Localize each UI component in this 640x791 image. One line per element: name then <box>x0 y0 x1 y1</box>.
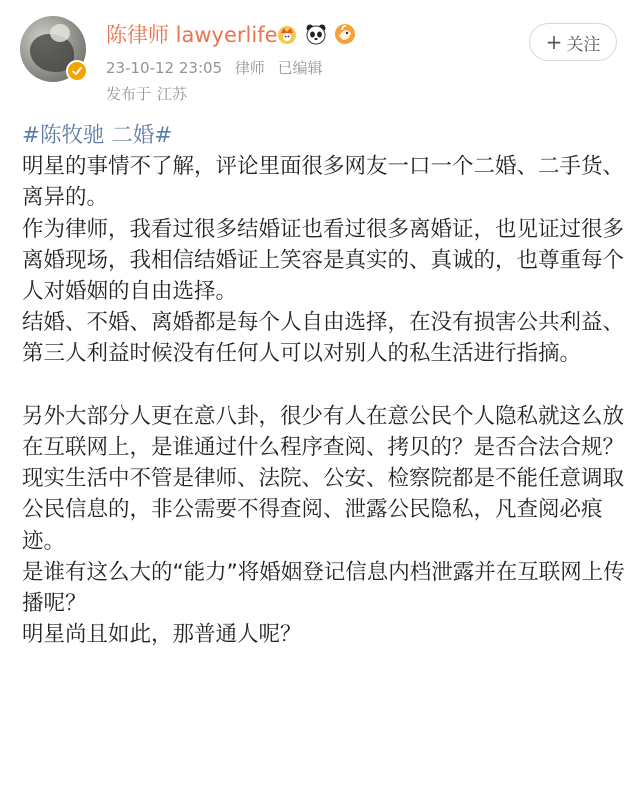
location-prefix: 发布于 <box>106 85 152 103</box>
post-location <box>106 84 193 104</box>
panda-badge-icon[interactable] <box>304 22 328 46</box>
paragraph: 作为律师，我看过很多结婚证也看过很多离婚证，也见证过很多离婚现场，我相信结婚证上笑容是真实的、真诚的，也尊重每个人对婚姻的自由选择。 <box>22 216 625 305</box>
rabbit-badge-icon[interactable] <box>333 22 357 46</box>
paragraph: 结婚、不婚、离婚都是每个人自由选择，在没有损害公共利益、第三人利益时候没有任何人可以对别人的私生活进行指摘。 <box>22 310 625 367</box>
paragraph-spacer <box>22 370 627 401</box>
post-content <box>22 120 627 650</box>
verified-badge-icon <box>66 60 88 82</box>
plus-icon: + <box>545 30 563 54</box>
edited-label[interactable]: 已编辑 <box>277 59 323 77</box>
paragraph: 现实生活中不管是律师、法院、公安、检察院都是不能任意调取公民信息的，非公需要不得查阅、泄露公民隐私，凡查阅必痕迹。 <box>22 466 625 554</box>
follow-button[interactable] <box>529 23 617 61</box>
user-badges <box>275 22 357 46</box>
paragraph: 明星尚且如此，那普通人呢？ <box>22 622 302 648</box>
paragraph: 另外大部分人更在意八卦，很少有人在意公民个人隐私就这么放在互联网上，是谁通过什么程序查阅、拷贝的？是否合法合规？ <box>22 403 625 461</box>
paragraph: 是谁有这么大的“能力”将婚姻登记信息内档泄露并在互联网上传播呢？ <box>22 559 625 617</box>
hashtag-link[interactable]: #陈牧驰 二婚# <box>22 123 173 148</box>
avatar-highlight <box>50 24 70 42</box>
paragraph: 明星的事情不了解，评论里面很多网友一口一个二婚、二手货、离异的。 <box>22 154 625 211</box>
post-meta <box>106 58 331 78</box>
author-role: 律师 <box>234 59 265 77</box>
follow-label: 关注 <box>566 34 601 55</box>
location-value: 江苏 <box>157 85 188 103</box>
crown-badge-icon[interactable] <box>275 22 299 46</box>
post-timestamp: 23-10-12 23:05 <box>106 59 223 77</box>
username[interactable]: 陈律师 lawyerlife <box>106 23 278 47</box>
